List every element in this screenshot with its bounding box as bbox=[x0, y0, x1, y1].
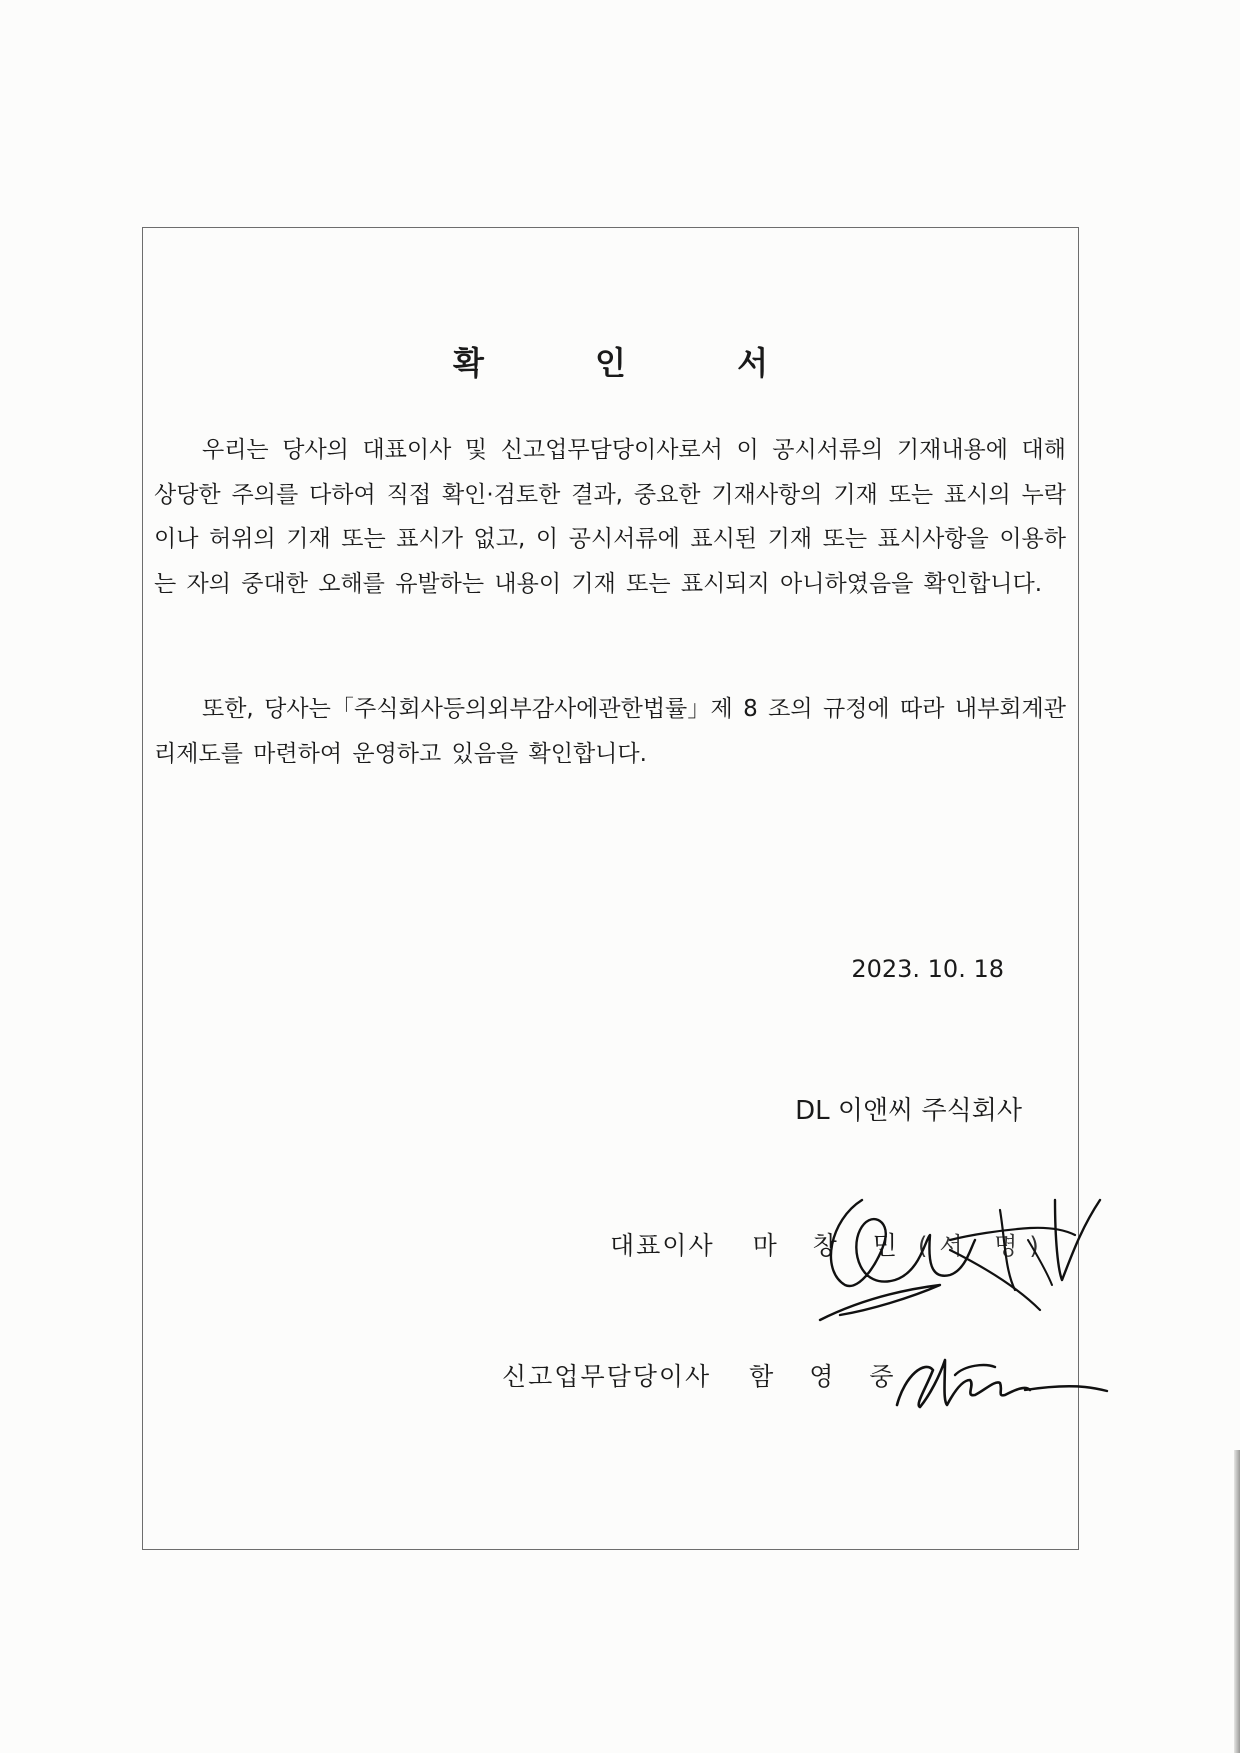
signatory-disclosure-officer bbox=[502, 1357, 908, 1393]
scan-edge bbox=[1234, 1450, 1240, 1753]
internal-control-paragraph bbox=[154, 687, 1066, 776]
paragraph-text: 우리는 당사의 대표이사 및 신고업무담당이사로서 이 공시서류의 기재내용에 대해 상당한 주의를 다하여 직접 확인·검토한 결과, 중요한 기재사항의 기재 또는 표시의 누락이나 허위의 기재 또는 표시가 없고, 이 공시서류에 표시된 기재 또는 표시사항을 이용하는 자의 중대한 오해를 유발하는 내용이 기재 또는 표시되지 아니하였음을 확인합니다. bbox=[154, 437, 1066, 597]
signatory-name: 함 영 중 bbox=[749, 1362, 908, 1391]
document-frame bbox=[142, 227, 1079, 1550]
signatory-ceo bbox=[610, 1226, 911, 1262]
company-name: DL 이앤씨 주식회사 bbox=[795, 1096, 1022, 1126]
paragraph-text: 또한, 당사는「주식회사등의외부감사에관한법률」제 8 조의 규정에 따라 내부회계관리제도를 마련하여 운영하고 있음을 확인합니다. bbox=[154, 696, 1066, 767]
confirmation-paragraph bbox=[154, 428, 1066, 606]
document-title: 확 인 서 bbox=[452, 344, 819, 382]
signatory-name: 마 창 민 bbox=[752, 1231, 911, 1260]
signatory-role: 신고업무담당이사 bbox=[502, 1362, 712, 1391]
signature-placeholder: (서 명) bbox=[918, 1232, 1051, 1260]
document-date: 2023. 10. 18 bbox=[851, 955, 1004, 983]
signatory-role: 대표이사 bbox=[610, 1231, 715, 1260]
